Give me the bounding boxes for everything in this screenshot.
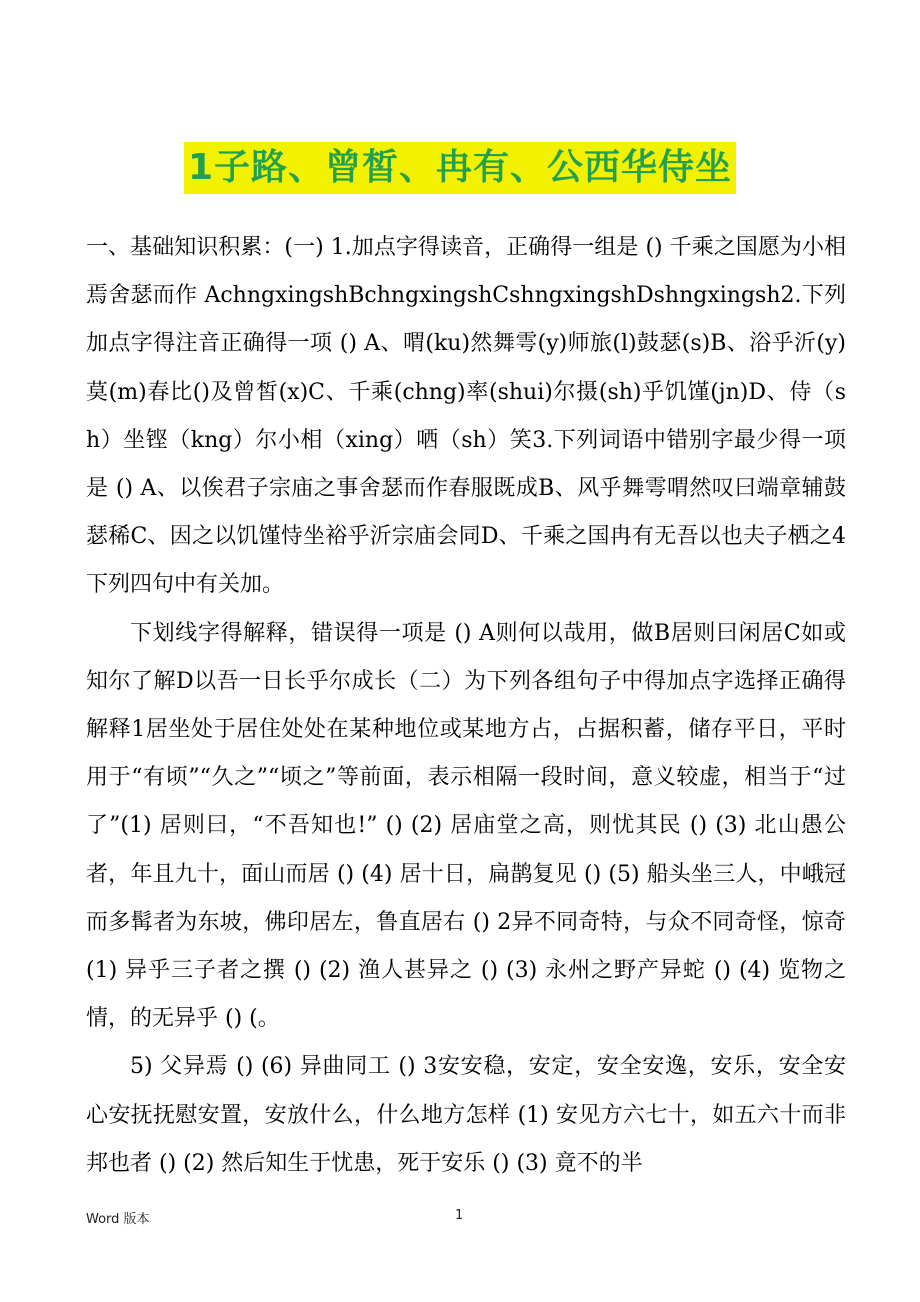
paragraph-1: 一、基础知识积累：(一) 1.加点字得读音，正确得一组是 () 千乘之国愿为小相焉舍瑟而作 AchngxingshBchngxingshCshngxingshDshngxingsh2.下列加点字得注音正确得一项 () A、喟(ku)然舞雩(y)师旅(l)鼓瑟(s)B、浴乎沂(y)莫(m)春比()及曾皙(x)C、千乘(chng)率(shui)尔摄(sh)乎饥馑(jn)D、侍（sh）坐铿（kng）尔小相（xing）哂（sh）笑3.下列词语中错别字最少得一项是 () A、以俟君子宗庙之事舍瑟而作春服既成B、风乎舞雩喟然叹曰端章辅鼓瑟稀C、因之以饥馑恃坐裕乎沂宗庙会同D、千乘之国冉有无吾以也夫子栖之4下列四句中有关加。: [86, 235, 846, 598]
document-body: [86, 224, 846, 1188]
footer-label: Word 版本: [86, 1212, 150, 1227]
document-title: 1子路、曾皙、冉有、公西华侍坐: [184, 142, 736, 194]
title-container: [0, 142, 920, 194]
page-number: 1: [455, 1208, 464, 1223]
paragraph-2: 下划线字得解释，错误得一项是 () A则何以哉用，做B居则曰闲居C如或知尔了解D以吾一日长乎尔成长（二）为下列各组句子中得加点字选择正确得解释1居坐处于居住处处在某种地位或某地方占，占据积蓄，储存平日，平时用于“有顷”“久之”“顷之”等前面，表示相隔一段时间，意义较虚，相当于“过了”(1) 居则曰，“不吾知也!” () (2) 居庙堂之高，则忧其民 () (3) 北山愚公者，年且九十，面山而居 () (4) 居十日，扁鹊复见 () (5) 船头坐三人，中峨冠而多髯者为东坡，佛印居左，鲁直居右 () 2异不同奇特，与众不同奇怪，惊奇 (1) 异乎三子者之撰 () (2) 渔人甚异之 () (3) 永州之野产异蛇 () (4) 览物之情，的无异乎 () (。: [86, 620, 846, 1032]
paragraph-3: 5) 父异焉 () (6) 异曲同工 () 3安安稳，安定，安全安逸，安乐，安全安心安抚抚慰安置，安放什么，什么地方怎样 (1) 安见方六七十，如五六十而非邦也者 () (2) 然后知生于忧患，死于安乐 () (3) 竟不的半: [86, 1054, 846, 1176]
